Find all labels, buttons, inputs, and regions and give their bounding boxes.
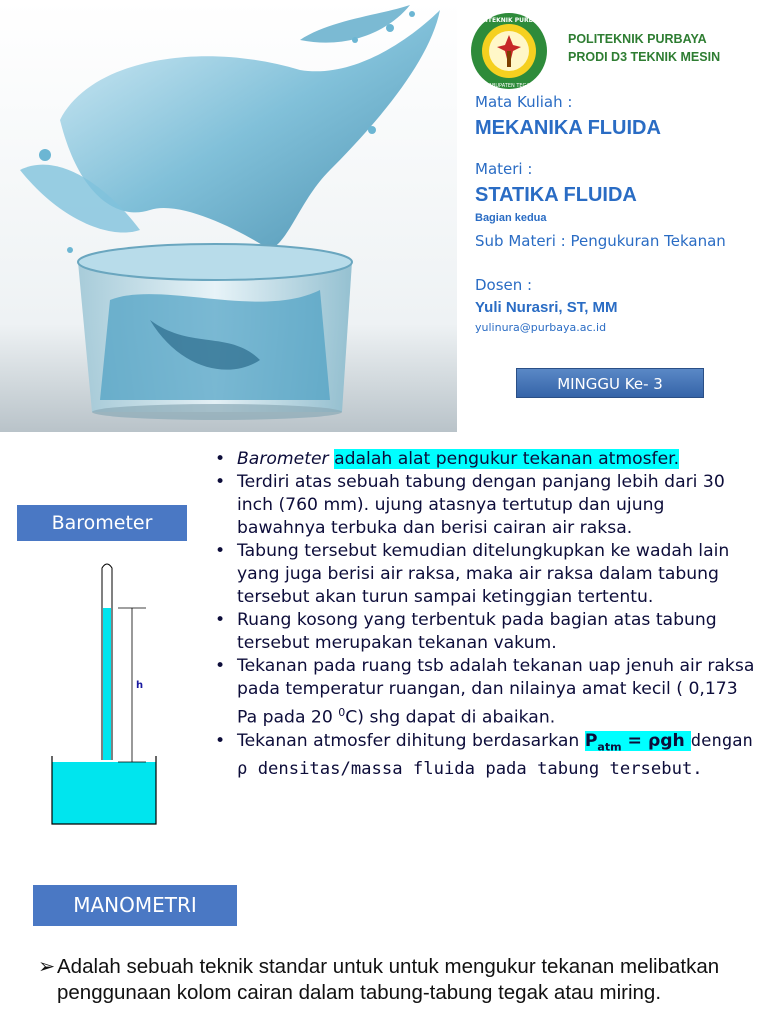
barometer-bullet-list [213,448,758,781]
vapor-pressure-text: Tekanan pada ruang tsb adalah tekanan uap jenuh air raksa pada temperatur ruangan, dan nilainya amat kecil ( 0,173 Pa pada 20 [237,656,755,728]
formula-sub: atm [597,740,622,754]
atm-pressure-text: Tekanan atmosfer dihitung berdasarkan [237,730,580,751]
institution-line-2: PRODI D3 TEKNIK MESIN [568,50,721,64]
institution-line-1: POLITEKNIK PURBAYA [568,32,707,46]
course-title: MEKANIKA FLUIDA [475,117,661,139]
barometer-term: Barometer [237,449,329,469]
height-label: h [136,680,144,691]
degree-sup: 0 [338,706,346,719]
mata-kuliah-label: Mata Kuliah : [475,93,573,111]
part-label: Bagian kedua [475,212,547,224]
svg-text:KABUPATEN TEGAL: KABUPATEN TEGAL [485,83,533,89]
water-glass-photo [0,0,457,432]
formula-rest: = ρgh [621,730,691,751]
dosen-label: Dosen : [475,276,533,294]
list-item: • Terdiri atas sebuah tabung dengan panjang lebih dari 30 inch (760 mm). ujung atasnya tertutup dan ujung bawahnya terbuka dan berisi cairan air raksa. [213,471,758,540]
arrow-bullet-icon: ➢ [38,955,56,978]
density-text: dengan ρ densitas/massa fluida pada tabung tersebut. [237,730,753,780]
manometri-paragraph [38,954,768,1006]
title-slide [0,0,768,432]
content-slide [0,432,768,1024]
topic-title: STATIKA FLUIDA [475,184,637,206]
sub-topic: Sub Materi : Pengukuran Tekanan [475,232,726,250]
list-item: • Ruang kosong yang terbentuk pada bagian atas tabung tersebut merupakan tekanan vakum. [213,609,758,655]
manometri-tag: MANOMETRI [33,885,237,926]
list-item [213,448,758,471]
manometri-text: Adalah sebuah teknik standar untuk untuk mengukur tekanan melibatkan penggunaan kolom cairan dalam tabung-tabung tegak atau miring. [57,955,720,1004]
list-item [213,655,758,730]
barometer-tag: Barometer [17,505,187,541]
week-button[interactable]: MINGGU Ke- 3 [516,368,704,398]
materi-label: Materi : [475,160,533,178]
institution-name [568,30,720,66]
barometer-diagram [40,556,170,836]
formula-p: P [584,730,598,751]
definition-highlight: adalah alat pengukur tekanan atmosfer. [334,449,680,469]
list-item [213,730,758,781]
polytechnic-logo [469,11,549,91]
list-item: • Tabung tersebut kemudian ditelungkupkan ke wadah lain yang juga berisi air raksa, maka air raksa dalam tabung tersebut akan turun sampai ketinggian tertentu. [213,540,758,609]
lecturer-name: Yuli Nurasri, ST, MM [475,299,618,316]
pressure-formula [584,730,691,754]
lecturer-email: yulinura@purbaya.ac.id [475,321,607,334]
vapor-pressure-text-end: C) shg dapat di abaikan. [345,707,556,728]
svg-text:POLITEKNIK PURBAYA: POLITEKNIK PURBAYA [472,17,546,24]
